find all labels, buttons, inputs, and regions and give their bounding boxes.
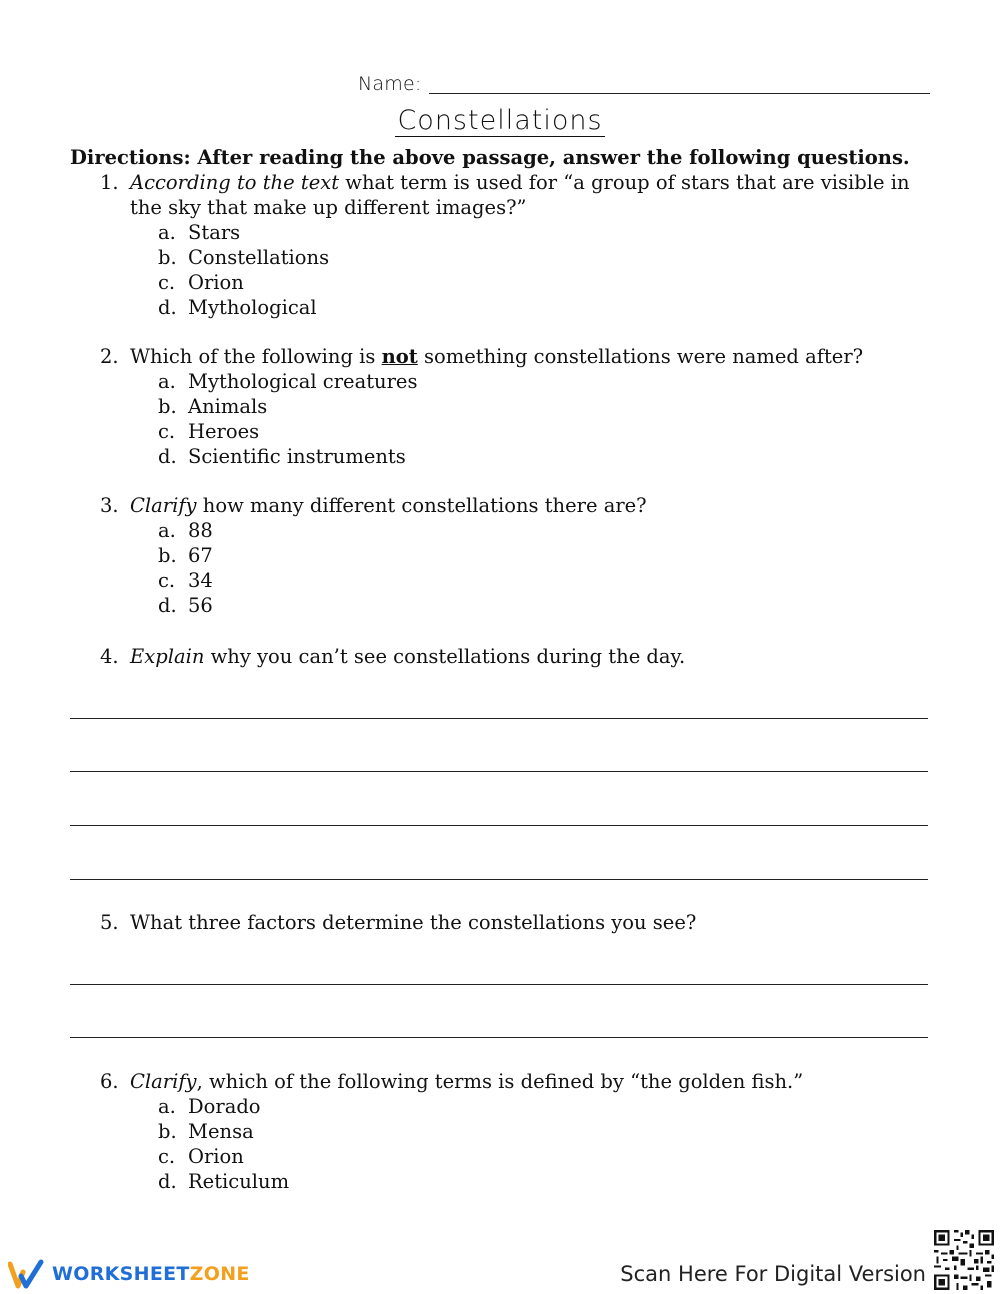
- scan-caption: Scan Here For Digital Version: [620, 1262, 926, 1286]
- question-number: 6.: [100, 1070, 119, 1093]
- option-c[interactable]: c. Orion: [158, 271, 244, 294]
- question-number: 1.: [100, 171, 119, 194]
- answer-line[interactable]: [70, 825, 928, 826]
- question-text: What three factors determine the constellations you see?: [130, 911, 697, 934]
- question-1: [100, 170, 940, 320]
- option-b[interactable]: b. Mensa: [158, 1120, 254, 1143]
- option-a[interactable]: a. Stars: [158, 221, 241, 244]
- question-text: Clarify, which of the following terms is defined by “the golden fish.”: [130, 1070, 804, 1093]
- option-c[interactable]: c. Orion: [158, 1145, 244, 1168]
- question-text: Explain why you can’t see constellations during the day.: [130, 645, 686, 668]
- question-number: 5.: [100, 911, 119, 934]
- option-b[interactable]: b. Constellations: [158, 246, 330, 269]
- option-d[interactable]: d. Scientific instruments: [158, 445, 406, 468]
- option-b[interactable]: b. Animals: [158, 395, 268, 418]
- option-d[interactable]: d. Mythological: [158, 296, 317, 319]
- question-number: 3.: [100, 494, 119, 517]
- qr-code-icon[interactable]: [932, 1228, 996, 1292]
- option-a[interactable]: a. Mythological creatures: [158, 370, 418, 393]
- option-d[interactable]: d. Reticulum: [158, 1170, 290, 1193]
- option-a[interactable]: a. Dorado: [158, 1095, 261, 1118]
- option-a[interactable]: a. 88: [158, 519, 213, 542]
- question-2: [100, 344, 940, 469]
- worksheetzone-logo[interactable]: [8, 1257, 250, 1291]
- question-number: 2.: [100, 345, 119, 368]
- options-list: [100, 1094, 940, 1194]
- answer-line[interactable]: [70, 984, 928, 985]
- options-list: [100, 220, 940, 320]
- question-5: [100, 910, 940, 935]
- logo-text: WORKSHEETZONE: [52, 1263, 250, 1285]
- question-text: Clarify how many different constellations there are?: [130, 494, 647, 517]
- question-number: 4.: [100, 645, 119, 668]
- answer-line[interactable]: [70, 1037, 928, 1038]
- question-3: [100, 493, 940, 618]
- answer-line[interactable]: [70, 718, 928, 719]
- options-list: [100, 518, 940, 618]
- option-b[interactable]: b. 67: [158, 544, 213, 567]
- option-d[interactable]: d. 56: [158, 594, 213, 617]
- directions: Directions: After reading the above passage, answer the following questions.: [70, 146, 910, 169]
- answer-line[interactable]: [70, 771, 928, 772]
- question-text: Which of the following is not something constellations were named after?: [130, 345, 864, 368]
- option-c[interactable]: c. 34: [158, 569, 213, 592]
- name-input-line[interactable]: [429, 92, 930, 94]
- name-label: Name:: [358, 73, 422, 95]
- options-list: [100, 369, 940, 469]
- question-text: According to the text what term is used for “a group of stars that are visible in the sky that make up different images?”: [130, 171, 910, 219]
- worksheetzone-logo-icon: [8, 1258, 46, 1290]
- option-c[interactable]: c. Heroes: [158, 420, 260, 443]
- question-6: [100, 1069, 940, 1194]
- answer-line[interactable]: [70, 879, 928, 880]
- page-title: Constellations: [397, 105, 603, 136]
- question-4: [100, 644, 940, 669]
- name-field-row: [358, 72, 930, 96]
